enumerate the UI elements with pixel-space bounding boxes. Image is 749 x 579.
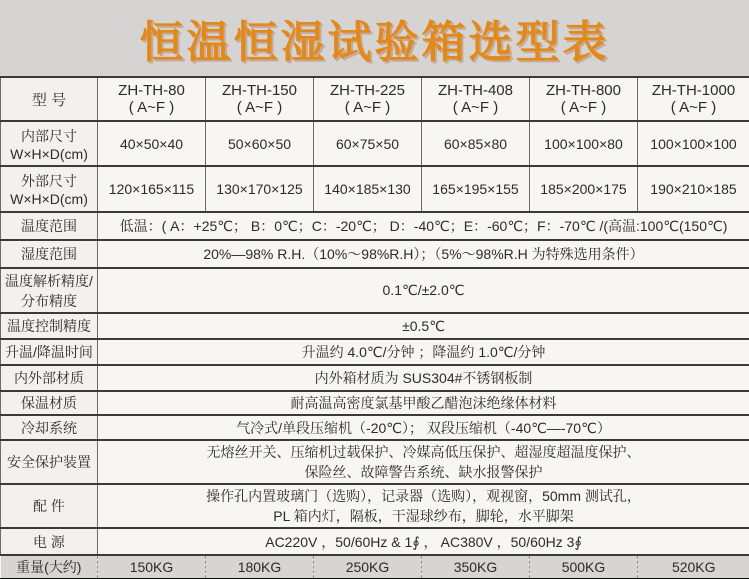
accessories-line1: 操作孔内置玻璃门（选购），记录器（选购），观视窗，50mm 测试孔， bbox=[206, 488, 641, 504]
model-cell bbox=[98, 77, 206, 121]
power-value: AC220V ，50/60Hz & 1∮ ， AC380V ，50/60Hz 3∮ bbox=[98, 528, 749, 555]
model-cell bbox=[422, 77, 530, 121]
row-label-insulation: 保温材质 bbox=[1, 391, 98, 415]
temp-resolution-value: 0.1℃/±2.0℃ bbox=[98, 268, 749, 313]
safety-line2: 保险丝、故障警告系统、缺水报警保护 bbox=[304, 464, 543, 480]
model-cell bbox=[314, 77, 422, 121]
model-cell bbox=[206, 77, 314, 121]
accessories-line2: PL 箱内灯，隔板，干湿球纱布，脚轮，水平脚架 bbox=[273, 508, 574, 524]
model-variant: ( A~F ) bbox=[560, 99, 607, 116]
row-label-safety: 安全保护装置 bbox=[1, 440, 98, 484]
weight-value: 500KG bbox=[530, 555, 638, 578]
ramp-time-value: 升温约 4.0℃/分钟 ；降温约 1.0℃/分钟 bbox=[98, 339, 749, 365]
weight-value: 350KG bbox=[422, 555, 530, 578]
row-label-cooling: 冷却系统 bbox=[1, 415, 98, 440]
materials-value: 内外箱材质为 SUS304#不锈钢板制 bbox=[98, 365, 749, 391]
row-label-power: 电 源 bbox=[1, 528, 98, 555]
outer-size-value: 140×185×130 bbox=[314, 166, 422, 212]
label-line2: W×H×D(cm) bbox=[10, 145, 88, 162]
row-label-model: 型 号 bbox=[1, 77, 98, 121]
label-line1: 内部尺寸 bbox=[21, 127, 77, 144]
model-name: ZH-TH-80 bbox=[118, 82, 185, 99]
temp-resolution-row bbox=[1, 268, 749, 313]
model-name: ZH-TH-225 bbox=[329, 82, 405, 99]
safety-value bbox=[98, 440, 749, 484]
row-label-materials: 内外部材质 bbox=[1, 365, 98, 391]
row-label-humidity-range: 湿度范围 bbox=[1, 240, 98, 268]
weight-value: 180KG bbox=[206, 555, 314, 578]
row-label-temp-range: 温度范围 bbox=[1, 212, 98, 240]
safety-line1: 无熔丝开关、压缩机过载保护、冷媒高低压保护、超湿度超温度保护、 bbox=[206, 444, 641, 460]
insulation-value: 耐高温高密度氯基甲酸乙醋泡沫绝缘体材料 bbox=[98, 391, 749, 415]
outer-size-value: 190×210×185 bbox=[638, 166, 749, 212]
outer-size-value: 130×170×125 bbox=[206, 166, 314, 212]
temp-control-value: ±0.5℃ bbox=[98, 313, 749, 339]
model-cell bbox=[638, 77, 749, 121]
row-label-accessories: 配 件 bbox=[1, 484, 98, 528]
humidity-range-value: 20%—98% R.H.（10%～98%R.H）；（5%～98%R.H 为特殊选用条件） bbox=[98, 240, 749, 268]
temp-range-value: 低温：( A：+25℃； B：0℃；C：-20℃； D：-40℃；E：-60℃；F：-70℃ /(高温:100℃(150℃) bbox=[98, 212, 749, 240]
power-row bbox=[1, 528, 749, 555]
weight-row bbox=[1, 555, 749, 578]
inner-size-value: 100×100×80 bbox=[530, 121, 638, 166]
inner-size-value: 50×60×50 bbox=[206, 121, 314, 166]
outer-size-row bbox=[1, 166, 749, 212]
safety-row bbox=[1, 440, 749, 484]
model-variant: ( A~F ) bbox=[670, 99, 717, 116]
model-cell bbox=[530, 77, 638, 121]
label-line1: 外部尺寸 bbox=[21, 173, 77, 189]
model-name: ZH-TH-150 bbox=[221, 82, 297, 99]
model-name: ZH-TH-408 bbox=[437, 82, 513, 99]
page-title: 恒温恒湿试验箱选型表 bbox=[139, 18, 610, 67]
inner-size-value: 60×85×80 bbox=[422, 121, 530, 166]
cooling-value: 气冷式/单段压缩机（-20℃）； 双段压缩机（-40℃—-70℃） bbox=[98, 415, 749, 440]
spec-table bbox=[0, 76, 749, 578]
row-label-inner-size bbox=[1, 121, 98, 166]
header-row bbox=[1, 77, 749, 121]
weight-value: 520KG bbox=[638, 555, 749, 578]
outer-size-value: 120×165×115 bbox=[98, 166, 206, 212]
row-label-temp-resolution bbox=[1, 268, 98, 313]
outer-size-value: 185×200×175 bbox=[530, 166, 638, 212]
weight-value: 250KG bbox=[314, 555, 422, 578]
title-bar bbox=[0, 0, 749, 76]
inner-size-value: 40×50×40 bbox=[98, 121, 206, 166]
accessories-row bbox=[1, 484, 749, 528]
weight-value: 150KG bbox=[98, 555, 206, 578]
outer-size-value: 165×195×155 bbox=[422, 166, 530, 212]
inner-size-row bbox=[1, 121, 749, 166]
humidity-range-row bbox=[1, 240, 749, 268]
inner-size-value: 60×75×50 bbox=[314, 121, 422, 166]
row-label-weight: 重量(大约) bbox=[1, 555, 98, 578]
label-line2: W×H×D(cm) bbox=[10, 191, 88, 207]
model-variant: ( A~F ) bbox=[344, 99, 391, 116]
row-label-outer-size bbox=[1, 166, 98, 212]
model-variant: ( A~F ) bbox=[128, 99, 175, 116]
accessories-value bbox=[98, 484, 749, 528]
model-variant: ( A~F ) bbox=[452, 99, 499, 116]
temp-range-row bbox=[1, 212, 749, 240]
model-name: ZH-TH-800 bbox=[545, 82, 621, 99]
label-line2: 分布精度 bbox=[21, 292, 77, 309]
inner-size-value: 100×100×100 bbox=[638, 121, 749, 166]
cooling-row bbox=[1, 415, 749, 440]
row-label-temp-control: 温度控制精度 bbox=[1, 313, 98, 339]
temp-control-row bbox=[1, 313, 749, 339]
insulation-row bbox=[1, 391, 749, 415]
ramp-time-row bbox=[1, 339, 749, 365]
label-line1: 温度解析精度/ bbox=[5, 272, 93, 289]
model-name: ZH-TH-1000 bbox=[651, 82, 736, 99]
materials-row bbox=[1, 365, 749, 391]
model-variant: ( A~F ) bbox=[236, 99, 283, 116]
row-label-ramp-time: 升温/降温时间 bbox=[1, 339, 98, 365]
